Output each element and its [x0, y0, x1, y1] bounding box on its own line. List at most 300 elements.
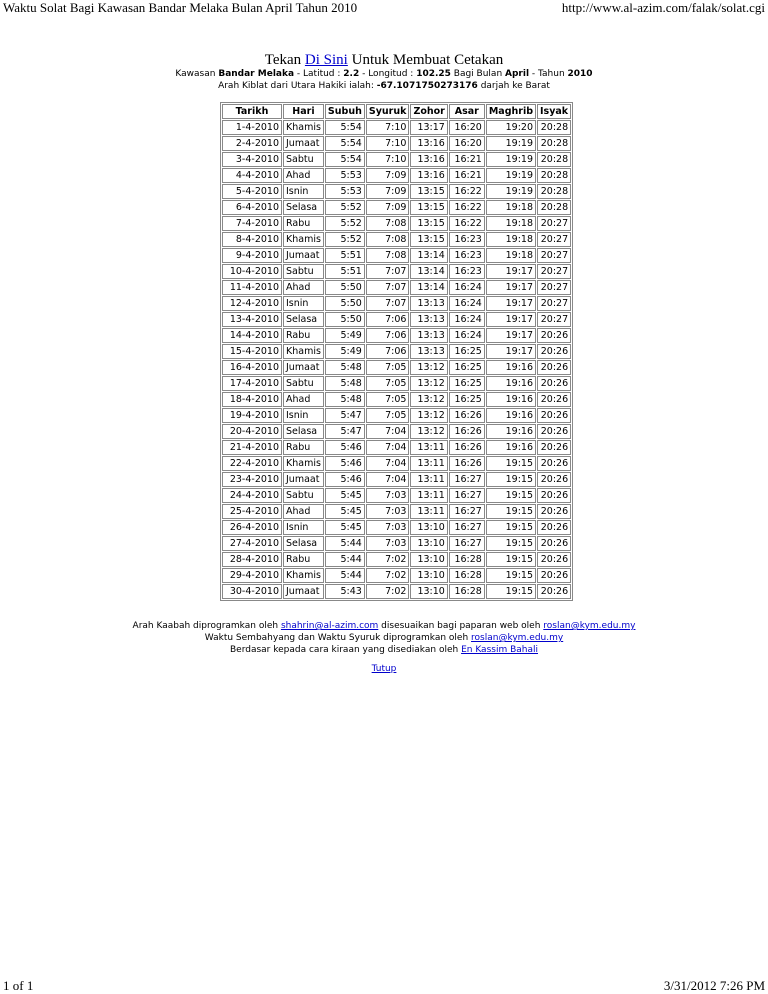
cell-maghrib: 19:15: [486, 504, 536, 519]
cell-tarikh: 6-4-2010: [222, 200, 282, 215]
cell-tarikh: 5-4-2010: [222, 184, 282, 199]
cell-subuh: 5:53: [325, 184, 365, 199]
cell-zohor: 13:12: [410, 376, 447, 391]
cell-maghrib: 19:17: [486, 296, 536, 311]
location-info: [0, 69, 768, 79]
cell-maghrib: 19:15: [486, 536, 536, 551]
print-instruction: [0, 52, 768, 69]
longitud-value: 102.25: [416, 69, 451, 79]
cell-isyak: 20:27: [537, 312, 571, 327]
cell-asar: 16:28: [449, 552, 485, 567]
cell-tarikh: 15-4-2010: [222, 344, 282, 359]
cell-syuruk: 7:03: [366, 520, 410, 535]
cell-hari: Jumaat: [283, 248, 324, 263]
cell-asar: 16:24: [449, 312, 485, 327]
cell-zohor: 13:13: [410, 344, 447, 359]
cell-asar: 16:21: [449, 152, 485, 167]
cell-subuh: 5:53: [325, 168, 365, 183]
cell-syuruk: 7:02: [366, 568, 410, 583]
email-link-shahrin[interactable]: shahrin@al-azim.com: [280, 621, 379, 631]
cell-hari: Isnin: [283, 296, 324, 311]
cell-subuh: 5:46: [325, 440, 365, 455]
cell-tarikh: 25-4-2010: [222, 504, 282, 519]
cell-syuruk: 7:10: [366, 120, 410, 135]
cell-zohor: 13:17: [410, 120, 447, 135]
cell-zohor: 13:11: [410, 440, 447, 455]
cell-hari: Ahad: [283, 280, 324, 295]
cell-isyak: 20:26: [537, 408, 571, 423]
cell-tarikh: 12-4-2010: [222, 296, 282, 311]
cell-isyak: 20:28: [537, 152, 571, 167]
email-link-roslan-2[interactable]: roslan@kym.edu.my: [471, 633, 564, 643]
cell-hari: Rabu: [283, 328, 324, 343]
table-row: [222, 472, 571, 487]
bulan-label: Bagi Bulan: [450, 69, 506, 79]
cell-asar: 16:20: [449, 120, 485, 135]
print-header-url: http://www.al-azim.com/falak/solat.cgi: [561, 0, 765, 15]
cell-tarikh: 19-4-2010: [222, 408, 282, 423]
cell-zohor: 13:13: [410, 328, 447, 343]
cell-asar: 16:22: [449, 200, 485, 215]
table-row: [222, 328, 571, 343]
cell-isyak: 20:28: [537, 136, 571, 151]
close-link-container: [0, 664, 768, 674]
cell-subuh: 5:54: [325, 120, 365, 135]
cell-subuh: 5:50: [325, 296, 365, 311]
cell-tarikh: 20-4-2010: [222, 424, 282, 439]
cell-isyak: 20:26: [537, 488, 571, 503]
cell-tarikh: 22-4-2010: [222, 456, 282, 471]
cell-tarikh: 29-4-2010: [222, 568, 282, 583]
print-instruction-suffix: Untuk Membuat Cetakan: [347, 52, 504, 68]
cell-isyak: 20:26: [537, 552, 571, 567]
cell-asar: 16:27: [449, 504, 485, 519]
cell-hari: Jumaat: [283, 472, 324, 487]
cell-isyak: 20:26: [537, 344, 571, 359]
cell-maghrib: 19:18: [486, 216, 536, 231]
cell-subuh: 5:48: [325, 360, 365, 375]
cell-tarikh: 2-4-2010: [222, 136, 282, 151]
table-row: [222, 232, 571, 247]
cell-zohor: 13:16: [410, 168, 447, 183]
cell-maghrib: 19:15: [486, 472, 536, 487]
cell-hari: Sabtu: [283, 152, 324, 167]
cell-asar: 16:25: [449, 392, 485, 407]
table-row: [222, 376, 571, 391]
cell-maghrib: 19:19: [486, 184, 536, 199]
table-row: [222, 136, 571, 151]
cell-tarikh: 23-4-2010: [222, 472, 282, 487]
cell-maghrib: 19:15: [486, 488, 536, 503]
longitud-label: - Longitud :: [359, 69, 417, 79]
cell-subuh: 5:44: [325, 568, 365, 583]
tahun-label: - Tahun: [529, 69, 568, 79]
cell-asar: 16:25: [449, 360, 485, 375]
cell-isyak: 20:28: [537, 120, 571, 135]
cell-asar: 16:20: [449, 136, 485, 151]
credit-line-2: [0, 632, 768, 644]
cell-isyak: 20:26: [537, 440, 571, 455]
cell-syuruk: 7:08: [366, 248, 410, 263]
cell-syuruk: 7:04: [366, 424, 410, 439]
cell-subuh: 5:52: [325, 232, 365, 247]
cell-zohor: 13:16: [410, 152, 447, 167]
cell-isyak: 20:27: [537, 216, 571, 231]
cell-zohor: 13:16: [410, 136, 447, 151]
cell-zohor: 13:12: [410, 392, 447, 407]
cell-maghrib: 19:17: [486, 312, 536, 327]
print-footer-datetime: 3/31/2012 7:26 PM: [663, 978, 765, 993]
cell-zohor: 13:11: [410, 472, 447, 487]
cell-tarikh: 28-4-2010: [222, 552, 282, 567]
cell-asar: 16:22: [449, 216, 485, 231]
cell-subuh: 5:51: [325, 248, 365, 263]
cell-syuruk: 7:06: [366, 328, 410, 343]
credit-1a: Arah Kaabah diprogramkan oleh: [132, 621, 281, 631]
cell-tarikh: 3-4-2010: [222, 152, 282, 167]
cell-zohor: 13:11: [410, 488, 447, 503]
print-header-title: Waktu Solat Bagi Kawasan Bandar Melaka Bulan April Tahun 2010: [3, 0, 358, 15]
cell-tarikh: 16-4-2010: [222, 360, 282, 375]
table-row: [222, 504, 571, 519]
credit-2a: Waktu Sembahyang dan Waktu Syuruk diprogramkan oleh: [204, 633, 472, 643]
cell-tarikh: 1-4-2010: [222, 120, 282, 135]
credit-1b: disesuaikan bagi paparan web oleh: [378, 621, 544, 631]
cell-tarikh: 7-4-2010: [222, 216, 282, 231]
cell-tarikh: 14-4-2010: [222, 328, 282, 343]
cell-hari: Sabtu: [283, 488, 324, 503]
cell-isyak: 20:28: [537, 184, 571, 199]
cell-subuh: 5:52: [325, 216, 365, 231]
cell-asar: 16:27: [449, 488, 485, 503]
cell-hari: Selasa: [283, 424, 324, 439]
cell-syuruk: 7:08: [366, 216, 410, 231]
cell-subuh: 5:49: [325, 328, 365, 343]
cell-subuh: 5:51: [325, 264, 365, 279]
cell-hari: Ahad: [283, 504, 324, 519]
cell-asar: 16:23: [449, 264, 485, 279]
close-link[interactable]: Tutup: [371, 664, 397, 674]
cell-tarikh: 10-4-2010: [222, 264, 282, 279]
cell-asar: 16:22: [449, 184, 485, 199]
table-row: [222, 152, 571, 167]
table-row: [222, 456, 571, 471]
cell-syuruk: 7:03: [366, 504, 410, 519]
cell-tarikh: 18-4-2010: [222, 392, 282, 407]
cell-isyak: 20:26: [537, 456, 571, 471]
cell-hari: Ahad: [283, 392, 324, 407]
cell-hari: Rabu: [283, 440, 324, 455]
cell-maghrib: 19:20: [486, 120, 536, 135]
cell-asar: 16:28: [449, 568, 485, 583]
table-row: [222, 488, 571, 503]
cell-zohor: 13:14: [410, 248, 447, 263]
cell-zohor: 13:15: [410, 184, 447, 199]
cell-syuruk: 7:10: [366, 136, 410, 151]
cell-subuh: 5:54: [325, 152, 365, 167]
cell-zohor: 13:12: [410, 408, 447, 423]
cell-subuh: 5:44: [325, 536, 365, 551]
cell-hari: Khamis: [283, 344, 324, 359]
cell-tarikh: 8-4-2010: [222, 232, 282, 247]
cell-hari: Jumaat: [283, 360, 324, 375]
cell-syuruk: 7:02: [366, 584, 410, 599]
cell-hari: Sabtu: [283, 264, 324, 279]
cell-isyak: 20:28: [537, 200, 571, 215]
table-row: [222, 280, 571, 295]
print-footer-page: 1 of 1: [3, 978, 34, 993]
cell-hari: Selasa: [283, 200, 324, 215]
cell-zohor: 13:12: [410, 360, 447, 375]
kiblat-info: [0, 81, 768, 91]
cell-zohor: 13:10: [410, 584, 447, 599]
cell-asar: 16:26: [449, 456, 485, 471]
kawasan-label: Kawasan: [175, 69, 219, 79]
cell-syuruk: 7:07: [366, 296, 410, 311]
cell-zohor: 13:10: [410, 536, 447, 551]
tahun-value: 2010: [567, 69, 593, 79]
cell-asar: 16:27: [449, 520, 485, 535]
prayer-times-table: [220, 102, 573, 601]
cell-maghrib: 19:16: [486, 360, 536, 375]
cell-subuh: 5:54: [325, 136, 365, 151]
cell-hari: Khamis: [283, 232, 324, 247]
cell-subuh: 5:46: [325, 456, 365, 471]
cell-asar: 16:23: [449, 248, 485, 263]
cell-syuruk: 7:05: [366, 376, 410, 391]
cell-tarikh: 27-4-2010: [222, 536, 282, 551]
cell-isyak: 20:27: [537, 264, 571, 279]
cell-hari: Isnin: [283, 520, 324, 535]
cell-zohor: 13:15: [410, 216, 447, 231]
table-row: [222, 424, 571, 439]
cell-subuh: 5:47: [325, 424, 365, 439]
bulan-value: April: [505, 69, 530, 79]
prayer-times-table-wrapper: [220, 102, 573, 601]
cell-subuh: 5:44: [325, 552, 365, 567]
cell-syuruk: 7:07: [366, 280, 410, 295]
cell-hari: Selasa: [283, 312, 324, 327]
cell-hari: Khamis: [283, 568, 324, 583]
cell-maghrib: 19:15: [486, 568, 536, 583]
cell-syuruk: 7:04: [366, 472, 410, 487]
cell-isyak: 20:26: [537, 472, 571, 487]
cell-zohor: 13:13: [410, 296, 447, 311]
cell-maghrib: 19:15: [486, 456, 536, 471]
cell-maghrib: 19:18: [486, 248, 536, 263]
cell-zohor: 13:12: [410, 424, 447, 439]
table-row: [222, 408, 571, 423]
cell-maghrib: 19:17: [486, 264, 536, 279]
table-body: [222, 120, 571, 599]
cell-syuruk: 7:08: [366, 232, 410, 247]
table-row: [222, 360, 571, 375]
cell-syuruk: 7:09: [366, 168, 410, 183]
cell-hari: Jumaat: [283, 584, 324, 599]
cell-hari: Khamis: [283, 120, 324, 135]
cell-isyak: 20:26: [537, 568, 571, 583]
col-header-tarikh: Tarikh: [222, 104, 282, 119]
cell-isyak: 20:26: [537, 504, 571, 519]
table-row: [222, 264, 571, 279]
cell-subuh: 5:48: [325, 392, 365, 407]
cell-isyak: 20:26: [537, 536, 571, 551]
cell-subuh: 5:48: [325, 376, 365, 391]
cell-subuh: 5:46: [325, 472, 365, 487]
table-row: [222, 440, 571, 455]
cell-isyak: 20:28: [537, 168, 571, 183]
cell-maghrib: 19:16: [486, 376, 536, 391]
latitud-value: 2.2: [343, 69, 360, 79]
table-row: [222, 216, 571, 231]
email-link-roslan[interactable]: roslan@kym.edu.my: [543, 621, 636, 631]
table-row: [222, 120, 571, 135]
cell-tarikh: 26-4-2010: [222, 520, 282, 535]
cell-syuruk: 7:09: [366, 184, 410, 199]
cell-asar: 16:27: [449, 536, 485, 551]
cell-isyak: 20:26: [537, 392, 571, 407]
kiblat-label: Arah Kiblat dari Utara Hakiki ialah:: [218, 81, 377, 91]
credit-line-1: [0, 620, 768, 632]
cell-asar: 16:27: [449, 472, 485, 487]
table-row: [222, 312, 571, 327]
cell-maghrib: 19:17: [486, 280, 536, 295]
cell-hari: Rabu: [283, 552, 324, 567]
kawasan-value: Bandar Melaka: [218, 69, 295, 79]
cell-isyak: 20:27: [537, 280, 571, 295]
kiblat-value: -67.1071750273176: [376, 81, 478, 91]
cell-isyak: 20:26: [537, 360, 571, 375]
cell-maghrib: 19:15: [486, 584, 536, 599]
col-header-subuh: Subuh: [325, 104, 365, 119]
cell-asar: 16:21: [449, 168, 485, 183]
cell-tarikh: 11-4-2010: [222, 280, 282, 295]
cell-maghrib: 19:18: [486, 200, 536, 215]
table-row: [222, 200, 571, 215]
kiblat-suffix: darjah ke Barat: [477, 81, 550, 91]
table-row: [222, 296, 571, 311]
cell-asar: 16:26: [449, 408, 485, 423]
cell-maghrib: 19:19: [486, 168, 536, 183]
cell-isyak: 20:27: [537, 248, 571, 263]
cell-asar: 16:25: [449, 344, 485, 359]
cell-isyak: 20:26: [537, 424, 571, 439]
cell-zohor: 13:15: [410, 232, 447, 247]
cell-subuh: 5:52: [325, 200, 365, 215]
cell-zohor: 13:10: [410, 520, 447, 535]
cell-maghrib: 19:19: [486, 152, 536, 167]
cell-hari: Isnin: [283, 408, 324, 423]
cell-maghrib: 19:16: [486, 392, 536, 407]
cell-syuruk: 7:06: [366, 344, 410, 359]
cell-asar: 16:28: [449, 584, 485, 599]
cell-maghrib: 19:16: [486, 424, 536, 439]
cell-asar: 16:25: [449, 376, 485, 391]
cell-asar: 16:26: [449, 440, 485, 455]
link-kassim-bahali[interactable]: En Kassim Bahali: [461, 645, 538, 655]
print-link[interactable]: Di Sini: [304, 52, 348, 68]
table-row: [222, 344, 571, 359]
table-row: [222, 168, 571, 183]
credits: [0, 620, 768, 656]
cell-tarikh: 21-4-2010: [222, 440, 282, 455]
cell-hari: Sabtu: [283, 376, 324, 391]
cell-hari: Khamis: [283, 456, 324, 471]
cell-asar: 16:26: [449, 424, 485, 439]
cell-zohor: 13:13: [410, 312, 447, 327]
cell-zohor: 13:10: [410, 552, 447, 567]
cell-hari: Rabu: [283, 216, 324, 231]
cell-isyak: 20:26: [537, 328, 571, 343]
cell-maghrib: 19:15: [486, 520, 536, 535]
latitud-label: - Latitud :: [294, 69, 344, 79]
table-row: [222, 392, 571, 407]
cell-subuh: 5:47: [325, 408, 365, 423]
cell-syuruk: 7:04: [366, 440, 410, 455]
col-header-zohor: Zohor: [410, 104, 447, 119]
credit-3a: Berdasar kepada cara kiraan yang disediakan oleh: [229, 645, 462, 655]
cell-syuruk: 7:03: [366, 488, 410, 503]
cell-maghrib: 19:17: [486, 344, 536, 359]
cell-isyak: 20:27: [537, 232, 571, 247]
cell-syuruk: 7:05: [366, 392, 410, 407]
cell-isyak: 20:26: [537, 520, 571, 535]
table-row: [222, 520, 571, 535]
cell-syuruk: 7:10: [366, 152, 410, 167]
cell-hari: Ahad: [283, 168, 324, 183]
cell-zohor: 13:11: [410, 456, 447, 471]
table-row: [222, 568, 571, 583]
cell-tarikh: 4-4-2010: [222, 168, 282, 183]
cell-syuruk: 7:07: [366, 264, 410, 279]
col-header-syuruk: Syuruk: [366, 104, 410, 119]
cell-syuruk: 7:05: [366, 408, 410, 423]
print-instruction-prefix: Tekan: [264, 52, 305, 68]
cell-subuh: 5:45: [325, 504, 365, 519]
cell-maghrib: 19:19: [486, 136, 536, 151]
credit-line-3: [0, 644, 768, 656]
table-row: [222, 584, 571, 599]
cell-maghrib: 19:15: [486, 552, 536, 567]
cell-subuh: 5:45: [325, 488, 365, 503]
col-header-isyak: Isyak: [537, 104, 571, 119]
cell-tarikh: 13-4-2010: [222, 312, 282, 327]
cell-isyak: 20:26: [537, 376, 571, 391]
cell-tarikh: 9-4-2010: [222, 248, 282, 263]
col-header-asar: Asar: [449, 104, 485, 119]
table-row: [222, 248, 571, 263]
cell-hari: Isnin: [283, 184, 324, 199]
cell-syuruk: 7:09: [366, 200, 410, 215]
cell-syuruk: 7:05: [366, 360, 410, 375]
cell-hari: Jumaat: [283, 136, 324, 151]
cell-zohor: 13:15: [410, 200, 447, 215]
cell-zohor: 13:14: [410, 264, 447, 279]
cell-syuruk: 7:06: [366, 312, 410, 327]
cell-subuh: 5:45: [325, 520, 365, 535]
cell-tarikh: 30-4-2010: [222, 584, 282, 599]
cell-hari: Selasa: [283, 536, 324, 551]
cell-asar: 16:23: [449, 232, 485, 247]
cell-subuh: 5:50: [325, 312, 365, 327]
cell-asar: 16:24: [449, 328, 485, 343]
col-header-hari: Hari: [283, 104, 324, 119]
cell-maghrib: 19:17: [486, 328, 536, 343]
cell-maghrib: 19:16: [486, 440, 536, 455]
cell-zohor: 13:11: [410, 504, 447, 519]
cell-maghrib: 19:16: [486, 408, 536, 423]
cell-maghrib: 19:18: [486, 232, 536, 247]
